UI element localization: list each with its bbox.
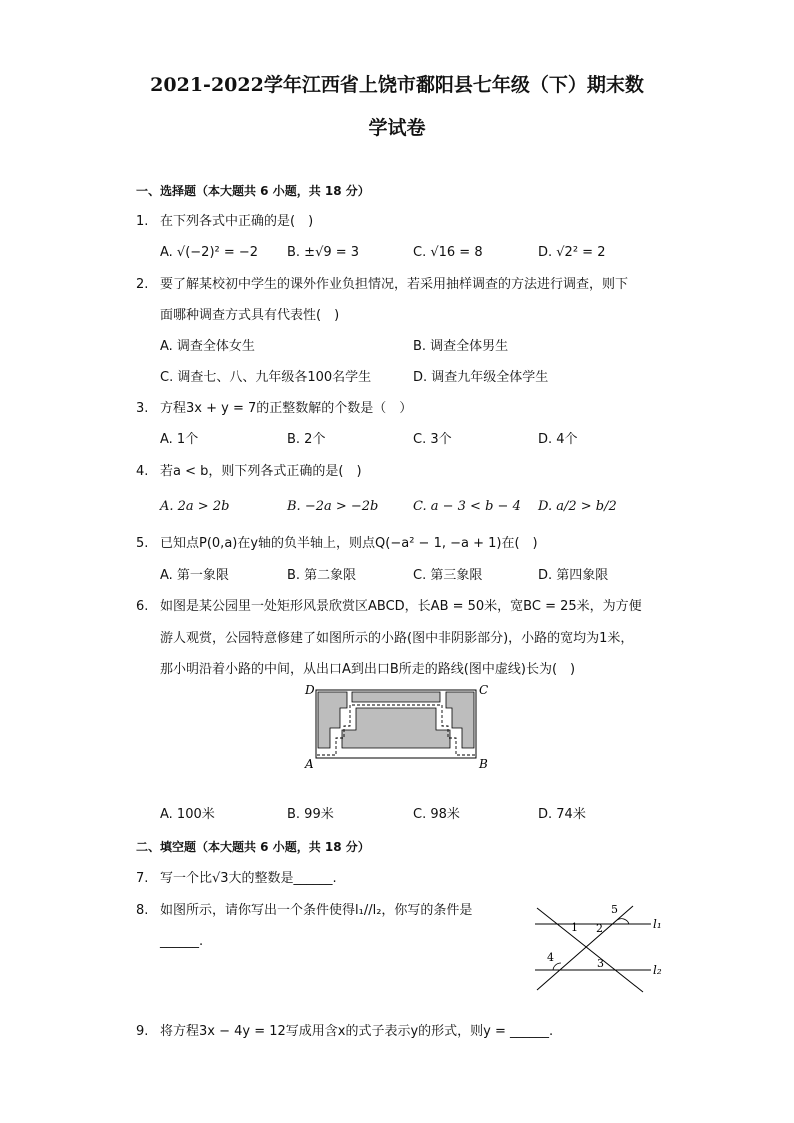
question-number: 4.: [136, 464, 149, 479]
angle-5: 5: [611, 903, 618, 916]
angle-4: 4: [547, 951, 554, 964]
label-d: D: [305, 683, 315, 697]
question-text: 写一个比√3大的整数是______.: [160, 871, 337, 886]
q3-option-b: B. 2个: [287, 432, 326, 447]
question-5: [136, 534, 538, 554]
question-1: [136, 212, 313, 232]
q2-option-b: B. 调查全体男生: [413, 339, 509, 354]
q5-option-c: C. 第三象限: [413, 568, 483, 583]
title-line-2: 学试卷: [368, 117, 426, 139]
question-4: [136, 462, 362, 482]
q1-option-c: C. √16 = 8: [413, 245, 483, 260]
q6-option-c: C. 98米: [413, 807, 460, 822]
angle-arc-5: [617, 919, 629, 924]
angle-1: 1: [571, 921, 578, 934]
question-9: [136, 1022, 553, 1042]
question-7: [136, 869, 337, 889]
label-c: C: [479, 683, 489, 697]
label-l2: l₂: [653, 963, 662, 977]
shaded-center: [342, 708, 450, 748]
q1-option-a: A. √(−2)² = −2: [160, 245, 259, 260]
q6-option-a: A. 100米: [160, 807, 215, 822]
q6-option-d: D. 74米: [538, 807, 586, 822]
question-text: 若a < b，则下列各式正确的是( ): [160, 464, 362, 479]
q3-option-a: A. 1个: [160, 432, 199, 447]
question-number: 1.: [136, 214, 149, 229]
q4-option-c: C. a − 3 < b − 4: [413, 499, 521, 514]
q5-option-b: B. 第二象限: [287, 568, 357, 583]
angle-3: 3: [597, 957, 604, 970]
question-text: 方程3x + y = 7的正整数解的个数是（ ）: [160, 401, 413, 416]
q2-option-c: C. 调查七、八、九年级各100名学生: [160, 370, 372, 385]
label-b: B: [479, 757, 488, 771]
question-number: 8.: [136, 903, 149, 918]
question-8: [136, 901, 472, 921]
angle-2: 2: [596, 922, 603, 935]
question-number: 5.: [136, 536, 149, 551]
question-number: 3.: [136, 401, 149, 416]
question-text: 已知点P(0,a)在y轴的负半轴上，则点Q(−a² − 1, −a + 1)在( ): [160, 536, 538, 551]
question-text: 在下列各式中正确的是( ): [160, 214, 314, 229]
section-choice: 一、选择题（本大题共 6 小题，共 18 分）: [136, 184, 370, 198]
angle-arc-4: [553, 963, 561, 970]
label-a: A: [305, 757, 314, 771]
parallel-lines-figure: [525, 900, 675, 995]
label-l1: l₁: [653, 917, 662, 931]
q4-option-d: D. a/2 > b/2: [538, 499, 617, 514]
q1-option-b: B. ±√9 = 3: [287, 245, 360, 260]
question-text: 如图所示，请你写出一个条件使得l₁//l₂，你写的条件是: [160, 903, 473, 918]
q6-option-b: B. 99米: [287, 807, 334, 822]
transversal-2: [537, 906, 633, 990]
question-number: 9.: [136, 1024, 149, 1039]
question-3: [136, 399, 412, 419]
q4-option-a: A. 2a > 2b: [160, 499, 230, 514]
question-text: 要了解某校初中学生的课外作业负担情况，若采用抽样调查的方法进行调查，则下: [160, 277, 629, 292]
q5-option-a: A. 第一象限: [160, 568, 229, 583]
q1-option-d: D. √2² = 2: [538, 245, 606, 260]
section-fill: 二、填空题（本大题共 6 小题，共 18 分）: [136, 840, 370, 854]
question-text-cont: 面哪种调查方式具有代表性( ): [160, 308, 340, 323]
title-line-1: 2021-2022学年江西省上饶市鄱阳县七年级（下）期末数: [150, 74, 644, 96]
question-number: 6.: [136, 599, 149, 614]
q4-option-b: B. −2a > −2b: [287, 499, 379, 514]
answer-blank: ______.: [160, 934, 204, 949]
question-text: 如图是某公园里一处矩形风景欣赏区ABCD，长AB = 50米，宽BC = 25米，为方便: [160, 599, 642, 614]
park-path-figure: [300, 682, 500, 772]
question-text-cont: 游人观赏，公园特意修建了如图所示的小路(图中非阴影部分)，小路的宽均为1米，: [160, 631, 634, 646]
question-text-cont: 那小明沿着小路的中间，从出口A到出口B所走的路线(图中虚线)长为( ): [160, 662, 576, 677]
q3-option-c: C. 3个: [413, 432, 452, 447]
shaded-top-strip: [352, 692, 440, 702]
question-text: 将方程3x − 4y = 12写成用含x的式子表示y的形式，则y = ______.: [160, 1024, 554, 1039]
question-2: [136, 275, 628, 295]
q3-option-d: D. 4个: [538, 432, 578, 447]
q2-option-d: D. 调查九年级全体学生: [413, 370, 549, 385]
question-number: 2.: [136, 277, 149, 292]
q5-option-d: D. 第四象限: [538, 568, 609, 583]
question-6: [136, 597, 642, 617]
q2-option-a: A. 调查全体女生: [160, 339, 255, 354]
question-number: 7.: [136, 871, 149, 886]
